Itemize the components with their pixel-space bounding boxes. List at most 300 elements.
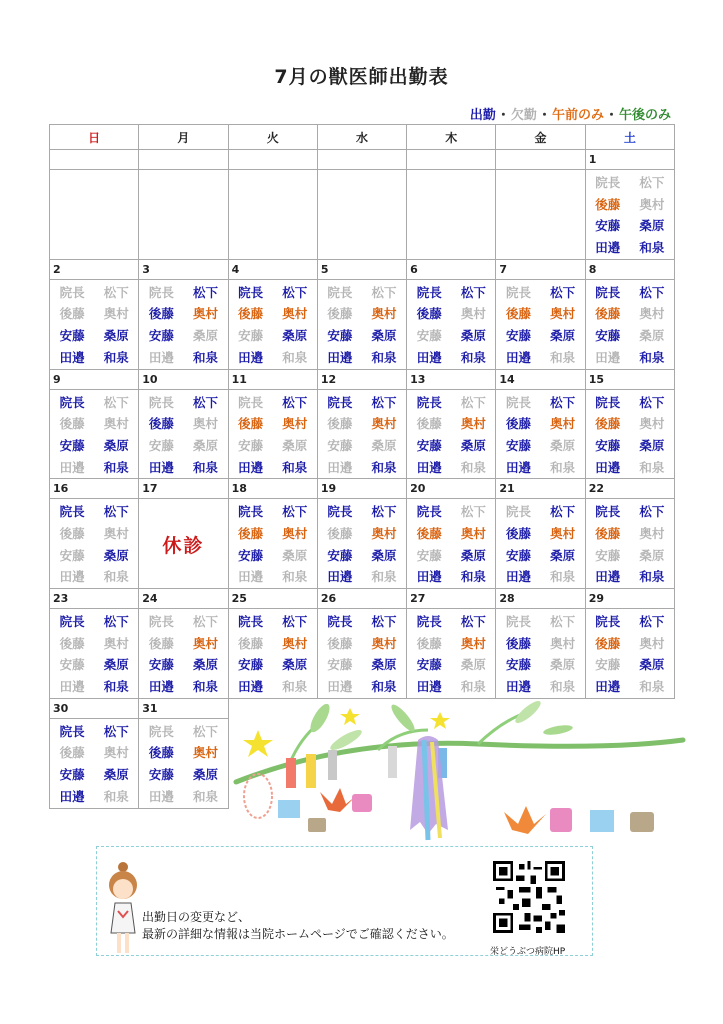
doctor-name: 奥村 [103, 306, 129, 322]
doctor-name: 和泉 [639, 569, 665, 585]
doctor-name: 後藤 [59, 525, 85, 541]
doctor-name: 院長 [148, 284, 174, 300]
empty-day-cell [407, 150, 496, 170]
doctor-name: 院長 [59, 394, 85, 410]
doctor-name: 院長 [505, 284, 531, 300]
day-schedule-cell [585, 279, 674, 369]
day-schedule-cell [496, 279, 585, 369]
doctor-name: 松下 [550, 504, 576, 520]
doctor-grid [139, 392, 227, 479]
doctor-grid [496, 282, 584, 369]
doctor-name: 安藤 [505, 547, 531, 563]
doctor-name: 安藤 [595, 547, 621, 563]
doctor-name: 桑原 [371, 328, 397, 344]
doctor-name: 後藤 [327, 525, 353, 541]
doctor-name: 和泉 [639, 459, 665, 475]
doctor-name: 田邉 [595, 459, 621, 475]
doctor-name: 松下 [103, 394, 129, 410]
empty-day-cell [139, 150, 228, 170]
doctor-name: 和泉 [550, 459, 576, 475]
doctor-grid [139, 611, 227, 698]
doctor-name: 和泉 [192, 349, 218, 365]
day-schedule-cell [228, 609, 317, 699]
doctor-name: 桑原 [192, 657, 218, 673]
doctor-name: 田邉 [595, 679, 621, 695]
doctor-name: 松下 [192, 394, 218, 410]
doctor-name: 松下 [460, 394, 486, 410]
doctor-grid [139, 282, 227, 369]
weekday-monday: 月 [139, 125, 228, 150]
doctor-name: 和泉 [192, 788, 218, 804]
doctor-name: 安藤 [148, 437, 174, 453]
day-number: 31 [139, 698, 228, 718]
doctor-name: 田邉 [148, 679, 174, 695]
day-number: 2 [50, 259, 139, 279]
day-schedule-cell [139, 279, 228, 369]
doctor-name: 和泉 [103, 569, 129, 585]
doctor-name: 松下 [192, 614, 218, 629]
doctor-name: 奥村 [282, 525, 308, 541]
doctor-name: 院長 [238, 394, 264, 410]
legend-present: 出勤 [469, 108, 496, 123]
day-number: 10 [139, 369, 228, 389]
doctor-name: 桑原 [282, 657, 308, 673]
doctor-name: 院長 [59, 723, 85, 739]
closed-label: 休診 [162, 534, 205, 557]
day-schedule-cell [228, 389, 317, 479]
doctor-name: 桑原 [103, 767, 129, 783]
star-icon [430, 712, 450, 729]
doctor-name: 田邉 [59, 679, 85, 695]
doctor-name: 安藤 [595, 218, 621, 234]
day-number: 9 [50, 369, 139, 389]
doctor-name: 松下 [639, 284, 665, 300]
doctor-name: 和泉 [282, 459, 308, 475]
day-schedule-cell [317, 609, 406, 699]
paper-crane-icon [320, 788, 356, 812]
week-daynum-row [50, 589, 675, 609]
week-schedule-row [50, 609, 675, 699]
doctor-name: 松下 [550, 394, 576, 410]
doctor-name: 田邉 [238, 679, 264, 695]
day-schedule-cell [50, 279, 139, 369]
doctor-name: 田邉 [505, 349, 531, 365]
doctor-grid [586, 611, 674, 698]
doctor-name: 田邉 [595, 569, 621, 585]
doctor-name: 院長 [416, 284, 442, 300]
doctor-name: 和泉 [371, 569, 397, 585]
doctor-name: 桑原 [550, 328, 576, 344]
doctor-name: 奥村 [550, 306, 576, 322]
day-schedule-cell [407, 499, 496, 589]
doctor-name: 奥村 [371, 635, 397, 651]
doctor-name: 松下 [103, 284, 129, 300]
doctor-name: 桑原 [460, 547, 486, 563]
doctor-name: 奥村 [103, 525, 129, 541]
day-number: 24 [139, 589, 228, 609]
day-number: 15 [585, 369, 674, 389]
doctor-name: 安藤 [505, 657, 531, 673]
doctor-name: 和泉 [639, 240, 665, 256]
day-number: 19 [317, 479, 406, 499]
doctor-name: 田邉 [327, 569, 353, 585]
doctor-name: 奥村 [371, 306, 397, 322]
doctor-grid [586, 392, 674, 479]
doctor-grid [407, 611, 495, 698]
doctor-grid [318, 282, 406, 369]
doctor-name: 安藤 [59, 328, 85, 344]
day-schedule-cell [407, 609, 496, 699]
doctor-name: 松下 [639, 614, 665, 629]
doctor-name: 院長 [505, 614, 531, 629]
doctor-name: 安藤 [416, 328, 442, 344]
doctor-name: 院長 [148, 723, 174, 739]
doctor-name: 後藤 [595, 416, 621, 432]
day-schedule-cell [50, 718, 139, 808]
doctor-name: 後藤 [59, 745, 85, 761]
doctor-name: 田邉 [148, 349, 174, 365]
doctor-grid [407, 282, 495, 369]
doctor-name: 和泉 [460, 459, 486, 475]
doctor-name: 安藤 [59, 657, 85, 673]
doctor-grid [318, 392, 406, 479]
doctor-grid [586, 282, 674, 369]
doctor-name: 田邉 [416, 569, 442, 585]
day-number: 13 [407, 369, 496, 389]
day-schedule-cell [317, 499, 406, 589]
doctor-name: 後藤 [238, 635, 264, 651]
doctor-name: 田邉 [327, 349, 353, 365]
doctor-grid [407, 392, 495, 479]
doctor-name: 松下 [460, 614, 486, 629]
doctor-name: 桑原 [371, 547, 397, 563]
week-schedule-row [50, 499, 675, 589]
doctor-name: 後藤 [327, 306, 353, 322]
empty-day-cell [496, 170, 585, 260]
doctor-name: 院長 [59, 284, 85, 300]
star-icon [340, 708, 360, 725]
doctor-grid [229, 282, 317, 369]
doctor-grid [318, 611, 406, 698]
doctor-name: 田邉 [327, 459, 353, 475]
doctor-grid [586, 501, 674, 588]
week-daynum-row [50, 369, 675, 389]
doctor-name: 田邉 [148, 788, 174, 804]
doctor-name: 後藤 [238, 416, 264, 432]
doctor-name: 松下 [103, 723, 129, 739]
doctor-name: 松下 [639, 175, 665, 190]
doctor-name: 和泉 [371, 459, 397, 475]
week-schedule-row [50, 170, 675, 260]
qr-caption: 栄どうぶつ病院HP [490, 947, 566, 957]
tanzaku-strip [388, 746, 397, 778]
legend-separator: ・ [496, 108, 510, 123]
day-schedule-cell [139, 718, 228, 808]
doctor-name: 松下 [192, 723, 218, 739]
day-schedule-cell [228, 279, 317, 369]
doctor-name: 院長 [595, 614, 621, 629]
legend-separator: ・ [537, 108, 551, 123]
doctor-name: 院長 [238, 504, 264, 520]
doctor-name: 桑原 [192, 437, 218, 453]
doctor-name: 奥村 [639, 635, 665, 651]
day-number: 1 [585, 150, 674, 170]
day-number: 17 [139, 479, 228, 499]
doctor-name: 安藤 [238, 437, 264, 453]
doctor-name: 和泉 [103, 788, 129, 804]
doctor-name: 後藤 [505, 416, 531, 432]
doctor-name: 田邉 [238, 459, 264, 475]
doctor-name: 桑原 [282, 547, 308, 563]
doctor-name: 松下 [550, 614, 576, 629]
day-number: 11 [228, 369, 317, 389]
doctor-name: 後藤 [505, 635, 531, 651]
doctor-name: 安藤 [327, 547, 353, 563]
notice-box [96, 846, 593, 956]
doctor-grid [496, 611, 584, 698]
doctor-name: 松下 [460, 284, 486, 300]
doctor-name: 安藤 [327, 657, 353, 673]
day-number: 29 [585, 589, 674, 609]
empty-day-cell [228, 150, 317, 170]
doctor-name: 安藤 [416, 437, 442, 453]
doctor-name: 桑原 [639, 547, 665, 563]
doctor-name: 和泉 [282, 349, 308, 365]
doctor-name: 後藤 [59, 306, 85, 322]
doctor-name: 奥村 [371, 416, 397, 432]
day-number: 7 [496, 259, 585, 279]
doctor-grid [50, 501, 138, 588]
day-schedule-cell [50, 389, 139, 479]
doctor-name: 奥村 [460, 525, 486, 541]
net-ornament [244, 774, 272, 818]
doctor-name: 院長 [327, 504, 353, 520]
doctor-name: 和泉 [371, 679, 397, 695]
doctor-name: 奥村 [282, 635, 308, 651]
doctor-grid [50, 721, 138, 808]
doctor-name: 田邉 [416, 679, 442, 695]
doctor-name: 桑原 [460, 328, 486, 344]
doctor-name: 松下 [371, 394, 397, 410]
doctor-name: 田邉 [59, 569, 85, 585]
day-number: 12 [317, 369, 406, 389]
qr-code[interactable] [493, 861, 565, 933]
doctor-grid [586, 172, 674, 259]
doctor-name: 後藤 [148, 416, 174, 432]
doctor-name: 桑原 [550, 437, 576, 453]
doctor-name: 後藤 [238, 306, 264, 322]
legend-pm-only: 午後のみ [618, 108, 671, 123]
doctor-name: 後藤 [238, 525, 264, 541]
pouch-ornament [308, 818, 326, 832]
tanzaku-strip [306, 754, 316, 788]
doctor-name: 院長 [416, 614, 442, 629]
doctor-name: 院長 [238, 614, 264, 629]
doctor-name: 奥村 [192, 416, 218, 432]
doctor-name: 安藤 [59, 767, 85, 783]
doctor-name: 和泉 [192, 679, 218, 695]
doctor-name: 和泉 [550, 349, 576, 365]
doctor-name: 院長 [238, 284, 264, 300]
doctor-name: 安藤 [148, 657, 174, 673]
doctor-name: 後藤 [416, 306, 442, 322]
week-daynum-row [50, 150, 675, 170]
doctor-name: 後藤 [505, 306, 531, 322]
day-schedule-cell [496, 609, 585, 699]
empty-day-cell [228, 170, 317, 260]
empty-day-cell [317, 170, 406, 260]
doctor-name: 和泉 [639, 349, 665, 365]
doctor-name: 松下 [282, 284, 308, 300]
page-title: 7月の獣医師出勤表 [274, 66, 449, 88]
doctor-name: 院長 [416, 504, 442, 520]
day-number: 22 [585, 479, 674, 499]
doctor-grid [50, 392, 138, 479]
doctor-grid [496, 501, 584, 588]
doctor-name: 安藤 [416, 547, 442, 563]
doctor-name: 桑原 [282, 437, 308, 453]
doctor-name: 松下 [282, 504, 308, 520]
doctor-name: 和泉 [460, 349, 486, 365]
doctor-grid [229, 611, 317, 698]
doctor-name: 院長 [416, 394, 442, 410]
doctor-name: 後藤 [148, 635, 174, 651]
day-number: 21 [496, 479, 585, 499]
doctor-name: 院長 [327, 284, 353, 300]
doctor-name: 松下 [639, 504, 665, 520]
doctor-name: 院長 [505, 394, 531, 410]
doctor-grid [50, 611, 138, 698]
doctor-name: 田邉 [595, 349, 621, 365]
status-legend [470, 104, 671, 123]
empty-day-cell [50, 170, 139, 260]
doctor-name: 田邉 [148, 459, 174, 475]
day-schedule-cell [496, 389, 585, 479]
doctor-grid [318, 501, 406, 588]
empty-day-cell [139, 170, 228, 260]
doctor-name: 後藤 [59, 635, 85, 651]
doctor-name: 桑原 [192, 767, 218, 783]
doctor-name: 後藤 [595, 525, 621, 541]
doctor-name: 後藤 [595, 196, 621, 212]
day-number: 16 [50, 479, 139, 499]
day-schedule-cell [317, 389, 406, 479]
doctor-name: 後藤 [595, 635, 621, 651]
doctor-name: 安藤 [238, 657, 264, 673]
day-number: 14 [496, 369, 585, 389]
day-schedule-cell [139, 609, 228, 699]
doctor-name: 後藤 [148, 745, 174, 761]
day-schedule-cell [585, 609, 674, 699]
doctor-name: 桑原 [460, 437, 486, 453]
doctor-grid [50, 282, 138, 369]
star-icon [243, 730, 273, 757]
week-schedule-row [50, 279, 675, 369]
doctor-name: 桑原 [282, 328, 308, 344]
doctor-name: 田邉 [505, 569, 531, 585]
doctor-name: 安藤 [148, 767, 174, 783]
doctor-name: 桑原 [103, 657, 129, 673]
day-schedule-cell [139, 389, 228, 479]
doctor-name: 安藤 [148, 328, 174, 344]
doctor-name: 田邉 [238, 569, 264, 585]
doctor-name: 安藤 [327, 328, 353, 344]
doctor-name: 安藤 [505, 328, 531, 344]
doctor-name: 田邉 [505, 459, 531, 475]
doctor-name: 後藤 [327, 416, 353, 432]
doctor-name: 安藤 [505, 437, 531, 453]
doctor-name: 和泉 [460, 569, 486, 585]
doctor-grid [229, 392, 317, 479]
doctor-name: 和泉 [282, 569, 308, 585]
doctor-name: 奥村 [550, 635, 576, 651]
lantern-ornament [590, 810, 614, 832]
doctor-name: 桑原 [639, 328, 665, 344]
day-number: 3 [139, 259, 228, 279]
doctor-name: 松下 [460, 504, 486, 520]
tanzaku-strip [286, 758, 296, 788]
doctor-name: 和泉 [282, 679, 308, 695]
doctor-name: 桑原 [550, 657, 576, 673]
doctor-name: 奥村 [460, 306, 486, 322]
doctor-name: 和泉 [103, 459, 129, 475]
doctor-grid [407, 501, 495, 588]
tanabata-decoration [228, 700, 688, 850]
doctor-name: 院長 [595, 284, 621, 300]
doctor-name: 院長 [59, 504, 85, 520]
weekday-saturday: 土 [585, 125, 674, 150]
doctor-name: 後藤 [148, 306, 174, 322]
doctor-name: 田邉 [595, 240, 621, 256]
day-schedule-cell [139, 499, 228, 589]
doctor-name: 奥村 [192, 745, 218, 761]
doctor-name: 奥村 [282, 416, 308, 432]
doctor-name: 奥村 [103, 416, 129, 432]
doctor-grid [139, 721, 227, 808]
day-schedule-cell [407, 279, 496, 369]
weekday-thursday: 木 [407, 125, 496, 150]
doctor-name: 安藤 [595, 328, 621, 344]
day-schedule-cell [585, 389, 674, 479]
doctor-name: 田邉 [59, 459, 85, 475]
doctor-name: 和泉 [550, 569, 576, 585]
day-schedule-cell [317, 279, 406, 369]
doctor-name: 田邉 [505, 679, 531, 695]
day-number: 5 [317, 259, 406, 279]
doctor-name: 松下 [550, 284, 576, 300]
weekday-tuesday: 火 [228, 125, 317, 150]
doctor-name: 奥村 [460, 635, 486, 651]
kimono-ornament [352, 794, 372, 812]
doctor-name: 桑原 [460, 657, 486, 673]
doctor-name: 後藤 [59, 416, 85, 432]
doctor-name: 桑原 [639, 437, 665, 453]
doctor-name: 桑原 [103, 328, 129, 344]
day-number: 25 [228, 589, 317, 609]
weekday-friday: 金 [496, 125, 585, 150]
doctor-name: 安藤 [59, 437, 85, 453]
empty-day-cell [317, 150, 406, 170]
doctor-name: 桑原 [371, 437, 397, 453]
day-number: 20 [407, 479, 496, 499]
doctor-name: 桑原 [192, 328, 218, 344]
doctor-name: 田邉 [59, 788, 85, 804]
week-daynum-row [50, 259, 675, 279]
doctor-name: 院長 [59, 614, 85, 629]
doctor-name: 松下 [192, 284, 218, 300]
kimono-ornament [550, 808, 572, 832]
week-daynum-row [50, 479, 675, 499]
